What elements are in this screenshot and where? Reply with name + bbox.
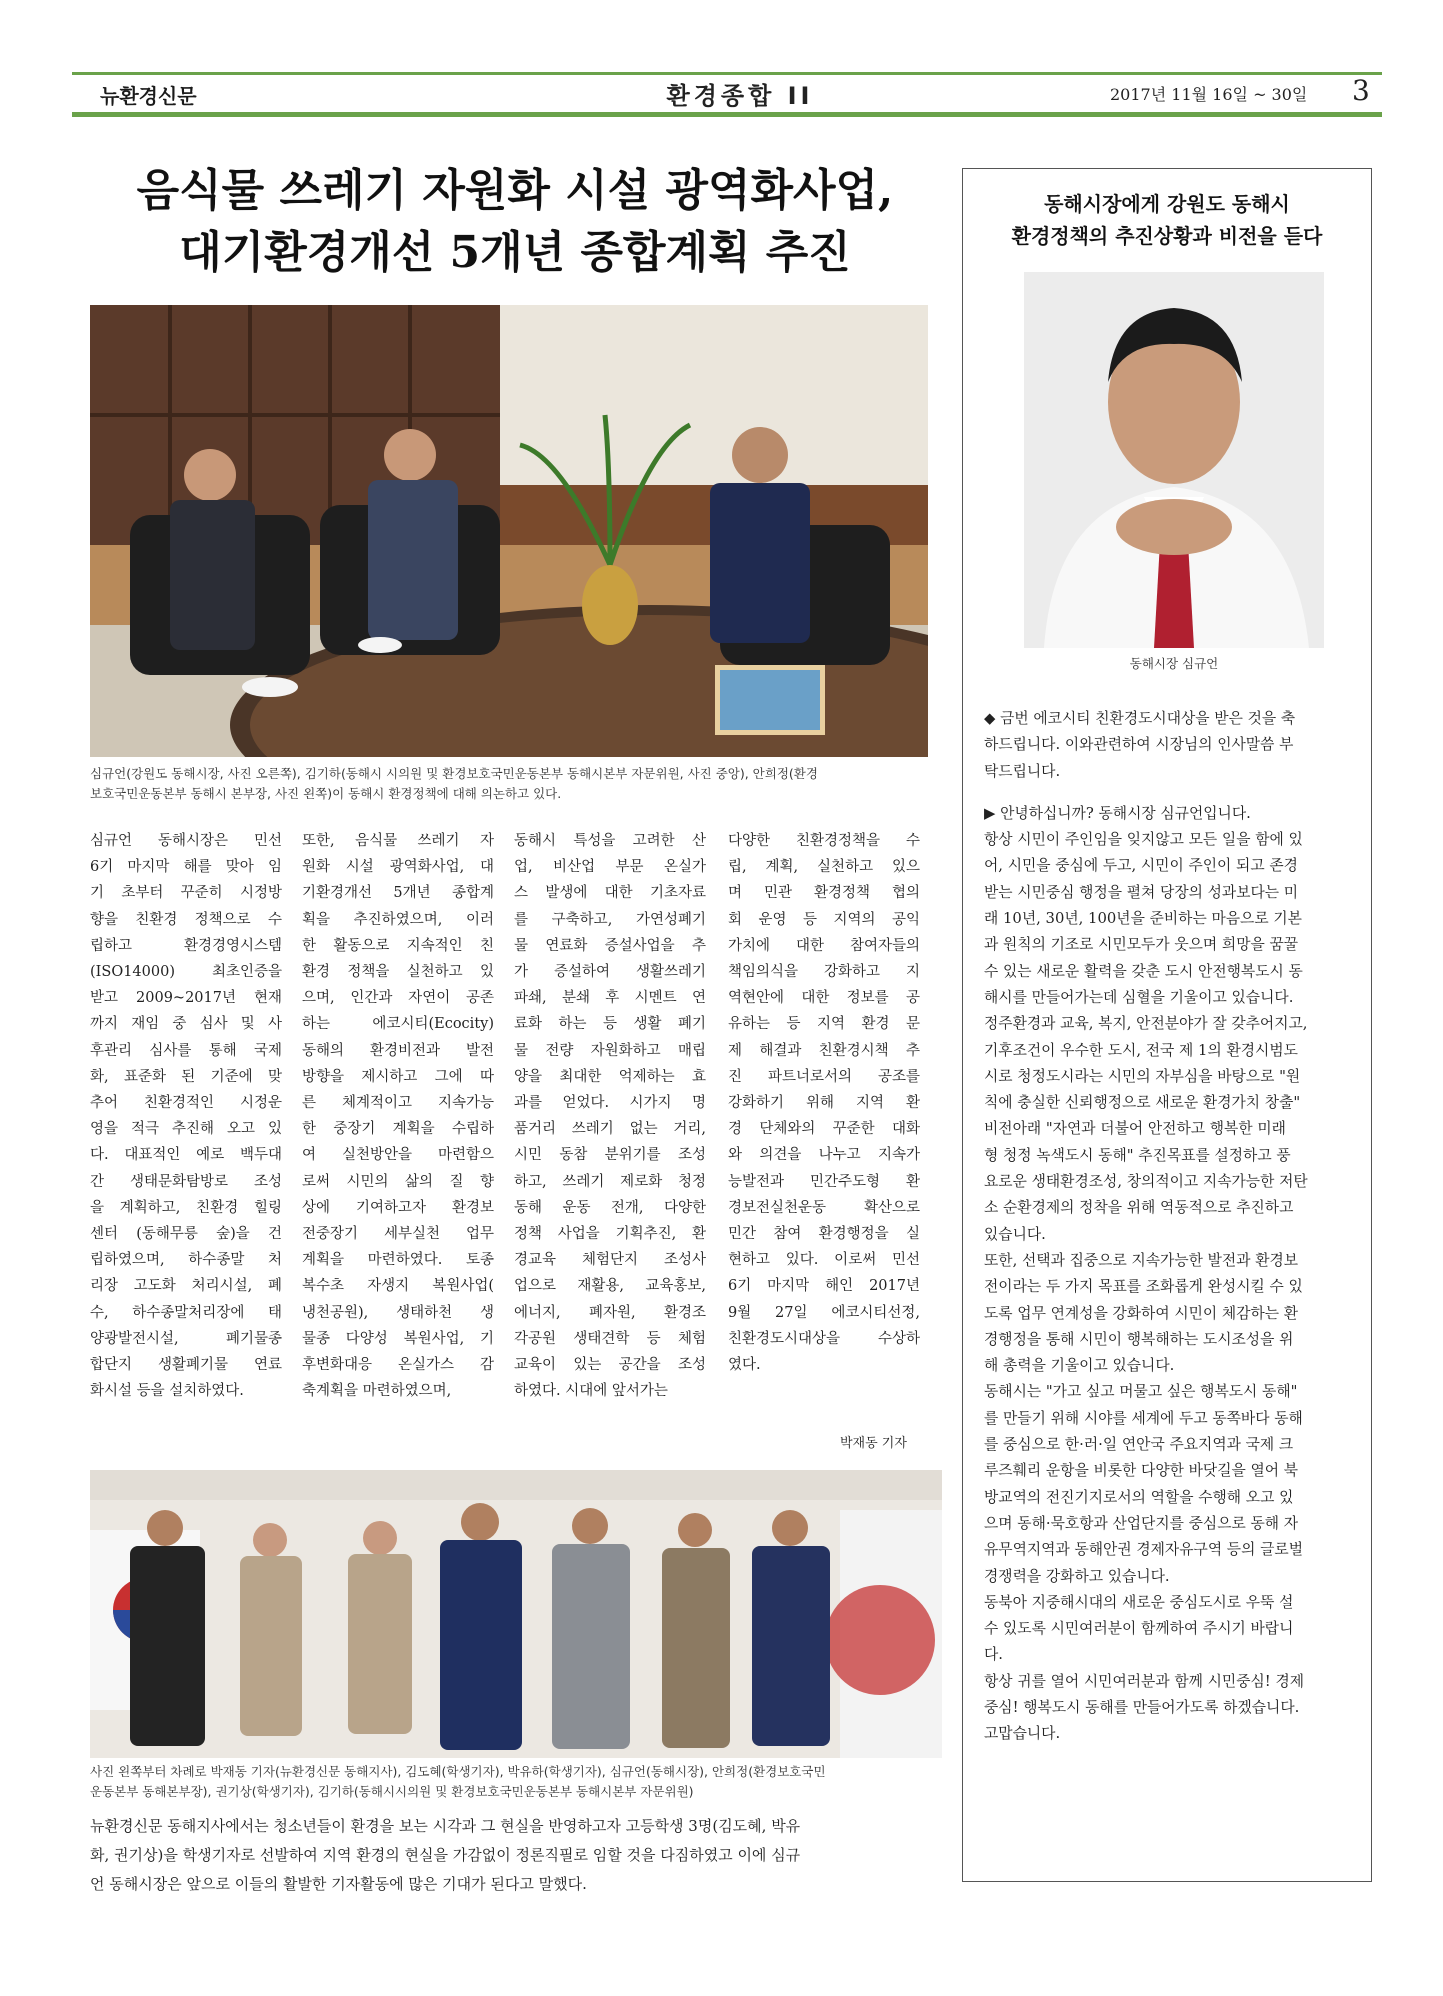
article-headline	[90, 160, 940, 284]
article-line: 추어 친환경적인 시정운	[90, 1095, 282, 1112]
article-line: 경보전실천운동 확산으로	[728, 1199, 920, 1216]
meeting-photo-caption	[90, 764, 935, 804]
publication-name: 뉴환경신문	[100, 84, 197, 108]
interview-answer-line: 를 만들기 위해 시야를 세계에 두고 동쪽바다 동해	[984, 1409, 1303, 1427]
interview-answer-line: 으며 동해·묵호항과 산업단지를 중심으로 동해 자	[984, 1514, 1299, 1532]
article-line: 역현안에 대한 정보를 공	[728, 990, 920, 1007]
interview-question-line: 하드립니다. 이와관련하여 시장님의 인사말씀 부	[984, 736, 1294, 754]
article-line: 다. 대표적인 예로 백두대	[90, 1147, 282, 1164]
article-line: 진 파트너로서의 공조를	[728, 1068, 920, 1085]
article-line: 으며, 인간과 자연이 공존	[302, 990, 494, 1007]
group-photo-caption	[90, 1762, 940, 1802]
article-line: 각공원 생태견학 등 체험	[514, 1330, 706, 1347]
article-byline: 박재동 기자	[840, 1436, 907, 1451]
caption-line: 심규언(강원도 동해시장, 사진 오른쪽), 김기하(동해시 시의원 및 환경보호국민운동본부 동해시본부 자문위원, 사진 중앙), 안희정(환경	[90, 766, 818, 781]
interview-answer-line: 도록 업무 연계성을 강화하여 시민이 체감하는 환	[984, 1304, 1299, 1322]
interview-answer-line: 해시를 만들어가는데 심혈을 기울이고 있습니다.	[984, 988, 1294, 1006]
article-line: 수, 하수종말처리장에 태	[90, 1304, 282, 1321]
article-column-4	[728, 828, 920, 1378]
article-line: 료화 하는 등 생활 폐기	[514, 1016, 706, 1033]
article-line: 6기 마지막 해를 맞아 임	[90, 859, 282, 876]
article-line: 로써 시민의 삶의 질 향	[302, 1173, 494, 1190]
section-title: 환경종합 II	[666, 82, 814, 110]
interview-answer-line: 경쟁력을 강화하고 있습니다.	[984, 1567, 1170, 1585]
interview-answer-line: 기후조건이 우수한 도시, 전국 제 1의 환경시범도	[984, 1041, 1298, 1059]
sidebar-title-line-2: 환경정책의 추진상황과 비전을 듣다	[1011, 224, 1323, 248]
interview-answer-line: 항상 귀를 열어 시민여러분과 함께 시민중심! 경제	[984, 1672, 1305, 1690]
caption-line: 보호국민운동본부 동해시 본부장, 사진 왼쪽)이 동해시 환경정책에 대해 의논하고 있다.	[90, 786, 562, 801]
article-line: 업, 비산업 부문 온실가	[514, 859, 706, 876]
interview-answer-line: 수 있도록 시민여러분이 함께하여 주시기 바랍니	[984, 1620, 1294, 1638]
article-line: 책임의식을 강화하고 지	[728, 964, 920, 981]
article-line: 현하고 있다. 이로써 민선	[728, 1252, 920, 1269]
article-line: 파쇄, 분쇄 후 시멘트 연	[514, 990, 706, 1007]
mayor-portrait	[1024, 272, 1324, 648]
header-bottom-rule	[72, 112, 1382, 117]
paragraph-line: 뉴환경신문 동해지사에서는 청소년들이 환경을 보는 시각과 그 현실을 반영하고자 고등학생 3명(김도혜, 박유	[90, 1817, 801, 1835]
article-line: 양을 최대한 억제하는 효	[514, 1068, 706, 1085]
article-line: 를 구축하고, 가연성폐기	[514, 911, 706, 928]
article-column-2	[302, 828, 494, 1404]
article-line: 유하는 등 지역 환경 문	[728, 1016, 920, 1033]
article-line: 화, 표준화 된 기준에 맞	[90, 1068, 282, 1085]
article-line: 다양한 친환경정책을 수	[728, 833, 920, 849]
article-line: 한 중장기 계획을 수립하	[302, 1121, 494, 1138]
article-line: 합단지 생활폐기물 연료	[90, 1357, 282, 1374]
article-line: 경교육 체험단지 조성사	[514, 1252, 706, 1269]
article-line: 동해 운동 전개, 다양한	[514, 1199, 706, 1216]
article-line: 시민 동참 분위기를 조성	[514, 1147, 706, 1164]
article-line: 획을 추진하였으며, 이러	[302, 911, 494, 928]
interview-answer-line: ▶ 안녕하십니까? 동해시장 심규언입니다.	[984, 804, 1251, 822]
interview-answer-line: 를 중심으로 한·러·일 연안국 주요지역과 국제 크	[984, 1436, 1294, 1454]
sidebar-title	[962, 188, 1372, 252]
article-line: 후변화대응 온실가스 감	[302, 1357, 494, 1374]
article-line: 친환경도시대상을 수상하	[728, 1330, 920, 1347]
article-line: 에너지, 폐자원, 환경조	[514, 1304, 706, 1321]
interview-answer-line: 전이라는 두 가지 목표를 조화롭게 완성시킬 수 있	[984, 1278, 1303, 1296]
article-line: 심규언 동해시장은 민선	[90, 833, 282, 849]
article-line: 한 활동으로 지속적인 친	[302, 937, 494, 954]
paragraph-line: 화, 권기상)을 학생기자로 선발하여 지역 환경의 현실을 가감없이 정론직필로 임할 것을 다짐하였고 이에 심규	[90, 1846, 801, 1864]
meeting-photo	[90, 305, 928, 757]
article-line: 영을 적극 추진해 오고 있	[90, 1121, 282, 1138]
article-line: 향을 친환경 정책으로 수	[90, 911, 282, 928]
article-line: 상에 기여하고자 환경보	[302, 1199, 494, 1216]
article-column-1	[90, 828, 282, 1404]
article-line: 였다.	[728, 1357, 761, 1374]
qa-spacer	[984, 785, 1354, 801]
interview-answer-line: 요로운 생태환경조성, 창의적이고 지속가능한 저탄	[984, 1173, 1308, 1191]
headline-line-2: 대기환경개선 5개년 종합계획 추진	[179, 227, 851, 278]
interview-text	[984, 706, 1354, 1748]
article-line: 방향을 제시하고 그에 따	[302, 1068, 494, 1085]
interview-answer-line: 래 10년, 30년, 100년을 준비하는 마음으로 기본	[984, 910, 1302, 928]
interview-answer-line: 있습니다.	[984, 1225, 1046, 1243]
article-line: 과를 얻었다. 시가지 명	[514, 1095, 706, 1112]
interview-answer-line: 동북아 지중해시대의 새로운 중심도시로 우뚝 설	[984, 1593, 1294, 1611]
interview-question-line: ◆ 금번 에코시티 친환경도시대상을 받은 것을 축	[984, 710, 1296, 727]
article-line: 하고, 쓰레기 제로화 청정	[514, 1173, 706, 1190]
interview-answer-line: 유무역지역과 동해안권 경제자유구역 등의 글로벌	[984, 1541, 1303, 1559]
headline-line-1: 음식물 쓰레기 자원화 시설 광역화사업,	[136, 165, 894, 216]
interview-answer-line: 수 있는 새로운 활력을 갖춘 도시 안전행복도시 동	[984, 962, 1303, 980]
article-line: 전중장기 세부실천 업무	[302, 1226, 494, 1243]
article-line: 립하고 환경경영시스템	[90, 937, 282, 954]
article-line: 교육이 있는 공간을 조성	[514, 1357, 706, 1374]
article-line: 6기 마지막 해인 2017년	[728, 1278, 920, 1295]
article-line: 냉천공원), 생태하천 생	[302, 1304, 494, 1321]
caption-line: 사진 왼쪽부터 차례로 박재동 기자(뉴환경신문 동해지사), 김도혜(학생기자), 박유하(학생기자), 심규언(동해시장), 안희정(환경보호국민	[90, 1764, 826, 1779]
interview-answer-line: 시로 청정도시라는 시민의 자부심을 바탕으로 "원	[984, 1067, 1301, 1085]
interview-answer-line: 정주환경과 교육, 복지, 안전분야가 잘 갖추어지고,	[984, 1015, 1308, 1033]
interview-answer-line: 과 원칙의 기조로 시민모두가 웃으며 희망을 꿈꿀	[984, 936, 1299, 954]
article-line: 와 의견을 나누고 지속가	[728, 1147, 920, 1164]
article-line: 센터 (동해무릉 숲)을 건	[90, 1226, 282, 1243]
interview-answer-line: 동해시는 "가고 싶고 머물고 싶은 행복도시 동해"	[984, 1383, 1298, 1401]
article-line: 른 체계적이고 지속가능	[302, 1095, 494, 1112]
article-line: 리장 고도화 처리시설, 폐	[90, 1278, 282, 1295]
article-line: 하였다. 시대에 앞서가는	[514, 1383, 668, 1400]
article-line: 축계획을 마련하였으며,	[302, 1383, 452, 1400]
article-column-3	[514, 828, 706, 1404]
article-line: 능발전과 민간주도형 환	[728, 1173, 920, 1190]
interview-answer-line: 형 청정 녹색도시 동해" 추진목표를 설정하고 풍	[984, 1146, 1291, 1164]
group-photo	[90, 1470, 942, 1758]
article-line: 물 전량 자원화하고 매립	[514, 1042, 706, 1059]
article-line: 경 단체와의 꾸준한 대화	[728, 1121, 920, 1138]
article-line: 기환경개선 5개년 종합계	[302, 885, 494, 902]
sidebar-title-line-1: 동해시장에게 강원도 동해시	[1044, 192, 1290, 216]
article-line: 복수초 자생지 복원사업(	[302, 1278, 494, 1295]
article-line: 강화하기 위해 지역 환	[728, 1095, 920, 1112]
article-line: 제 해결과 친환경시책 추	[728, 1042, 920, 1059]
article-line: 스 발생에 대한 기초자료	[514, 885, 706, 902]
article-line: 품거리 쓰레기 없는 거리,	[514, 1121, 706, 1138]
article-line: 립, 계획, 실천하고 있으	[728, 859, 920, 876]
closing-paragraph	[90, 1812, 942, 1899]
article-line: 기 초부터 꾸준히 시정방	[90, 885, 282, 902]
interview-answer-line: 또한, 선택과 집중으로 지속가능한 발전과 환경보	[984, 1251, 1299, 1269]
article-line: 양광발전시설, 폐기물종	[90, 1330, 282, 1347]
article-line: 받고 2009~2017년 현재	[90, 990, 282, 1007]
interview-question-line: 탁드립니다.	[984, 762, 1061, 780]
article-line: 립하였으며, 하수종말 처	[90, 1252, 282, 1269]
article-line: 환경 정책을 실천하고 있	[302, 964, 494, 981]
interview-answer-line: 경행정을 통해 시민이 행복해하는 도시조성을 위	[984, 1330, 1294, 1348]
interview-answer-line: 어, 시민을 중심에 두고, 시민이 주인이 되고 존경	[984, 857, 1298, 875]
article-line: 계획을 마련하였다. 토종	[302, 1252, 494, 1269]
article-line: 가 증설하여 생활쓰레기	[514, 964, 706, 981]
article-line: 동해시 특성을 고려한 산	[514, 833, 706, 849]
article-line: 동해의 환경비전과 발전	[302, 1042, 494, 1059]
interview-answer-line: 방교역의 전진기지로서의 역할을 수행해 오고 있	[984, 1488, 1294, 1506]
article-line: 민간 참여 환경행정을 실	[728, 1226, 920, 1243]
interview-answer-line: 고맙습니다.	[984, 1725, 1061, 1743]
interview-answer-line: 비전아래 "자연과 더불어 안전하고 행복한 미래	[984, 1120, 1286, 1138]
article-line: 물 연료화 증설사업을 추	[514, 937, 706, 954]
article-line: 정책 사업을 기획추진, 환	[514, 1226, 706, 1243]
article-line: 가치에 대한 참여자들의	[728, 937, 920, 954]
article-line: 물종 다양성 복원사업, 기	[302, 1330, 494, 1347]
interview-answer-line: 항상 시민이 주인임을 잊지않고 모든 일을 함에 있	[984, 831, 1303, 849]
article-line: 업으로 재활용, 교육홍보,	[514, 1278, 706, 1295]
article-line: 화시설 등을 설치하였다.	[90, 1383, 244, 1400]
article-line: 까지 재임 중 심사 및 사	[90, 1016, 282, 1033]
interview-answer-line: 해 총력을 기울이고 있습니다.	[984, 1357, 1175, 1375]
page-number: 3	[1352, 74, 1370, 107]
interview-answer-line: 받는 시민중심 행정을 펼쳐 당장의 성과보다는 미	[984, 883, 1299, 901]
issue-date: 2017년 11월 16일 ~ 30일	[1110, 85, 1308, 104]
interview-answer-line: 소 순환경제의 정착을 위해 역동적으로 추진하고	[984, 1199, 1294, 1217]
article-line: 하는 에코시티(Ecocity)	[302, 1016, 494, 1033]
portrait-caption: 동해시장 심규언	[1129, 656, 1219, 671]
interview-answer-line: 다.	[984, 1646, 1003, 1664]
caption-line: 운동본부 동해본부장), 권기상(학생기자), 김기하(동해시시의원 및 환경보호국민운동본부 동해시본부 자문위원)	[90, 1784, 694, 1799]
article-line: 9월 27일 에코시티선정,	[728, 1304, 920, 1321]
interview-answer-line: 루즈훼리 운항을 비롯한 다양한 바닷길을 열어 북	[984, 1462, 1299, 1480]
article-line: 여 실천방안을 마련함으	[302, 1147, 494, 1164]
header-top-rule	[72, 72, 1382, 75]
article-line: 원화 시설 광역화사업, 대	[302, 859, 494, 876]
interview-answer-line: 칙에 충실한 신뢰행정으로 새로운 환경가치 창출"	[984, 1094, 1301, 1112]
article-line: 회 운영 등 지역의 공익	[728, 911, 920, 928]
article-line: 을 계획하고, 친환경 힐링	[90, 1199, 282, 1216]
article-line: 간 생태문화탐방로 조성	[90, 1173, 282, 1190]
article-line: 또한, 음식물 쓰레기 자	[302, 833, 494, 849]
article-line: (ISO14000) 최초인증을	[90, 964, 282, 981]
article-line: 며 민관 환경정책 협의	[728, 885, 920, 902]
article-line: 후관리 심사를 통해 국제	[90, 1042, 282, 1059]
interview-answer-line: 중심! 행복도시 동해를 만들어가도록 하겠습니다.	[984, 1698, 1300, 1716]
paragraph-line: 언 동해시장은 앞으로 이들의 활발한 기자활동에 많은 기대가 된다고 말했다.	[90, 1875, 587, 1893]
